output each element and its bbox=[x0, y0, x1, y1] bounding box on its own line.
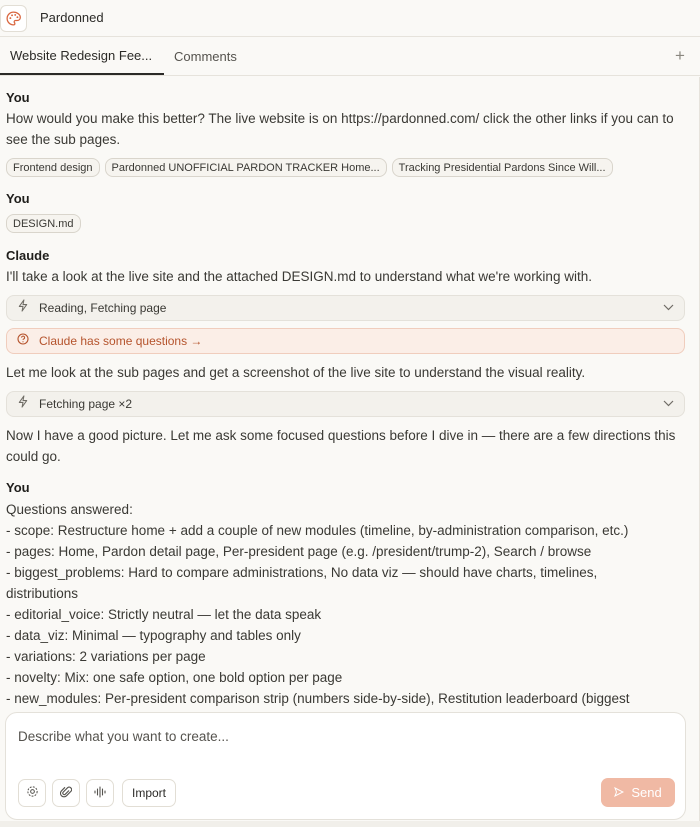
answer-line: - pages: Home, Pardon detail page, Per-president page (e.g. /president/trump-2), Search / browse bbox=[6, 544, 592, 559]
app-title: Pardonned bbox=[40, 10, 104, 25]
answer-line: Questions answered: bbox=[6, 502, 133, 517]
answers-block bbox=[6, 499, 690, 709]
questions-label: Claude has some questions → bbox=[39, 334, 203, 348]
questions-banner[interactable] bbox=[6, 328, 685, 354]
tab-comments[interactable]: Comments bbox=[174, 48, 237, 64]
chevron-down-icon bbox=[663, 398, 674, 410]
speaker-label: You bbox=[6, 90, 30, 105]
prompt-input[interactable] bbox=[18, 725, 658, 747]
lightning-icon bbox=[17, 395, 29, 413]
message-text: I'll take a look at the live site and the attached DESIGN.md to understand what we're working with. bbox=[6, 269, 592, 284]
tab-bar bbox=[0, 36, 700, 76]
message-text: Let me look at the sub pages and get a screenshot of the live site to understand the visual reality. bbox=[6, 365, 586, 380]
settings-button[interactable] bbox=[18, 779, 46, 807]
attachment-chip[interactable]: Tracking Presidential Pardons Since Will... bbox=[392, 158, 613, 177]
speaker-label: You bbox=[6, 480, 30, 495]
speaker-label: You bbox=[6, 191, 30, 206]
send-button[interactable] bbox=[601, 778, 675, 807]
lightning-icon bbox=[17, 299, 29, 317]
answer-line: - variations: 2 variations per page bbox=[6, 649, 206, 664]
attachment-chip[interactable]: Frontend design bbox=[6, 158, 100, 177]
message-text: How would you make this better? The live website is on https://pardonned.com/ click the other links if you can to see the sub pages. bbox=[6, 111, 674, 147]
title-bar bbox=[0, 0, 700, 35]
attachment-chip[interactable]: DESIGN.md bbox=[6, 214, 81, 233]
answer-line: - new_modules: Per-president comparison strip (numbers side-by-side), Restitution leaderboard (biggest bbox=[6, 691, 630, 706]
answer-line: distributions bbox=[6, 586, 79, 601]
voice-button[interactable] bbox=[86, 779, 114, 807]
tool-activity-fetching[interactable] bbox=[6, 391, 685, 417]
bottom-edge bbox=[0, 821, 700, 827]
answer-line: - scope: Restructure home + add a couple of new modules (timeline, by-administration comparison, etc.) bbox=[6, 523, 629, 538]
message-text: Now I have a good picture. Let me ask some focused questions before I dive in — there are a few directions this could go. bbox=[6, 428, 676, 464]
chevron-down-icon bbox=[663, 302, 674, 314]
paperclip-icon bbox=[60, 785, 72, 802]
tool-activity-reading[interactable] bbox=[6, 295, 685, 321]
composer bbox=[5, 712, 686, 820]
tool-activity-label: Reading, Fetching page bbox=[39, 301, 167, 315]
add-tab-icon[interactable]: + bbox=[675, 46, 685, 65]
speaker-label: Claude bbox=[6, 248, 50, 263]
attachment-list bbox=[6, 158, 613, 177]
import-button[interactable]: Import bbox=[122, 779, 176, 807]
answer-line: - biggest_problems: Hard to compare administrations, No data viz — should have charts, timelines, bbox=[6, 565, 598, 580]
attachment-list bbox=[6, 214, 81, 233]
tab-website-redesign[interactable]: Website Redesign Fee... bbox=[0, 37, 164, 75]
waveform-icon bbox=[94, 786, 107, 801]
answer-line: - editorial_voice: Strictly neutral — let the data speak bbox=[6, 607, 322, 622]
answer-line: - novelty: Mix: one safe option, one bold option per page bbox=[6, 670, 343, 685]
attach-button[interactable] bbox=[52, 779, 80, 807]
send-arrow-icon bbox=[614, 785, 624, 800]
attachment-chip[interactable]: Pardonned UNOFFICIAL PARDON TRACKER Home... bbox=[105, 158, 387, 177]
send-label: Send bbox=[631, 785, 662, 800]
tool-activity-label: Fetching page ×2 bbox=[39, 397, 133, 411]
answer-line: - data_viz: Minimal — typography and tables only bbox=[6, 628, 301, 643]
gear-icon bbox=[26, 785, 39, 801]
palette-icon[interactable] bbox=[0, 5, 27, 32]
conversation-thread[interactable] bbox=[0, 77, 700, 711]
question-circle-icon bbox=[17, 332, 29, 350]
